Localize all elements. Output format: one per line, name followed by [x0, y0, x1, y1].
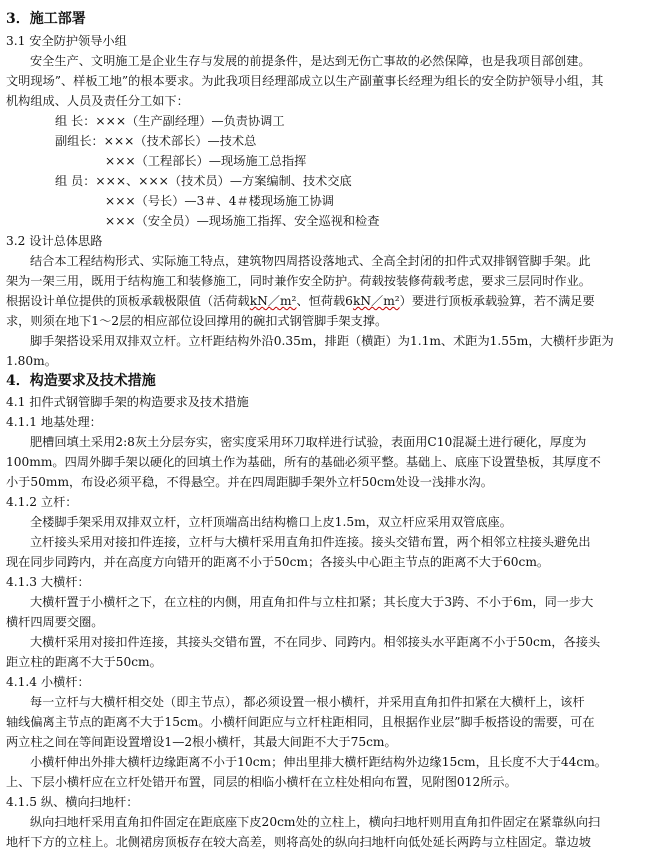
member-line: ×××（工程部长）—现场施工总指挥 — [105, 154, 307, 168]
unit-text: kN／m² — [249, 294, 297, 308]
text-segment: 、恒荷载6 — [296, 294, 353, 308]
text-segment: 根据设计单位提供的顶板承载极限值（活荷载 — [6, 294, 250, 308]
subsection-heading: 3.2 设计总体思路 — [6, 234, 103, 248]
paragraph-line: 纵向扫地杆采用直角扣件固定在距底座下皮20cm处的立柱上，横向扫地杆则用直角扣件固定在紧靠纵向扫 — [30, 815, 601, 829]
subsection-heading: 4.1 扣件式钢管脚手架的构造要求及技术措施 — [6, 395, 249, 409]
subsection-heading: 4.1.5 纵、横向扫地杆： — [6, 795, 139, 809]
paragraph-line: 小横杆伸出外排大横杆边缘距离不小于10cm；伸出里排大横杆距结构外边缘15cm，且长度不大于44cm。 — [30, 755, 607, 769]
member-line: ×××（安全员）—现场施工指挥、安全巡视和检查 — [105, 214, 380, 228]
paragraph-line: 肥槽回填土采用2:8灰土分层夯实，密实度采用环刀取样进行试验，表面用C10混凝土进行硬化，厚度为 — [30, 435, 587, 449]
member-line: ×××（号长）—3＃、4＃楼现场施工协调 — [105, 194, 334, 208]
section-heading-3: 3．施工部署 — [6, 11, 86, 27]
paragraph-line: 立杆接头采用对接扣件连接，立杆与大横杆采用直角扣件连接。接头交错布置，两个相邻立柱接头避免出 — [30, 535, 591, 549]
paragraph-line: 机构组成、人员及责任分工如下： — [6, 94, 189, 108]
paragraph-line: 架为一架三用，既用于结构施工和装修施工，同时兼作安全防护。荷载按装修荷载考虑，要求三层同时作业。 — [6, 274, 591, 288]
paragraph-line: 1.80m。 — [6, 354, 57, 368]
member-line: 组 员：×××、×××（技术员）—方案编制、技术交底 — [55, 174, 352, 188]
paragraph-line: 横杆四周要交圈。 — [6, 615, 104, 629]
paragraph-line: 两立柱之间在等间距设置增设1—2根小横杆，其最大间距不大于75cm。 — [6, 735, 397, 749]
subsection-heading: 4.1.2 立杆： — [6, 495, 78, 509]
paragraph-line: 求，则须在地下1～2层的相应部位设回撑用的碗扣式钢管脚手架支撑。 — [6, 314, 388, 328]
subsection-heading: 3.1 安全防护领导小组 — [6, 34, 127, 48]
paragraph-line: 100mm。四周外脚手架以硬化的回填土作为基础，所有的基础必须平整。基础上、底座下设置垫板，其厚度不 — [6, 455, 601, 469]
text-segment: ）要进行顶板承载验算，若不满足要 — [399, 294, 595, 308]
paragraph-line: 地杆下方的立柱上。北侧裙房顶板存在较大高差，则将高处的纵向扫地杆向低处延长两跨与立柱固定。靠边坡 — [6, 835, 591, 849]
paragraph-line: 小于50mm，布设必须平稳，不得悬空。并在四周距脚手架外立杆50cm处设一浅排水沟。 — [6, 475, 493, 489]
paragraph-line: 大横杆置于小横杆之下，在立柱的内侧，用直角扣件与立柱扣紧；其长度大于3跨、不小于6m，同一步大 — [30, 595, 594, 609]
paragraph-line: 文明现场”、样板工地”的根本要求。为此我项目经理部成立以生产副董事长经理为组长的安全防护领导小组，其 — [6, 74, 604, 88]
member-line: 组 长：×××（生产副经理）—负责协调工 — [55, 114, 285, 128]
paragraph-line: 脚手架搭设采用双排双立杆。立杆距结构外沿0.35m，排距（横距）为1.1m、术距为1.55m，大横杆步距为 — [30, 334, 614, 348]
paragraph-line: 全楼脚手架采用双排双立杆，立杆顶端高出结构檐口上皮1.5m，双立杆应采用双管底座。 — [30, 515, 512, 529]
paragraph-line: 大横杆采用对接扣件连接，其接头交错布置，不在同步、同跨内。相邻接头水平距离不小于50cm，各接头 — [30, 635, 601, 649]
paragraph-line: 每一立杆与大横杆相交处（即主节点），都必须设置一根小横杆，并采用直角扣件扣紧在大横杆上，该杆 — [30, 695, 585, 709]
paragraph-line-with-units — [6, 291, 648, 311]
subsection-heading: 4.1.4 小横杆： — [6, 675, 90, 689]
paragraph-line: 上、下层小横杆应在立杆处错开布置，同层的相临小横杆在立柱处相向布置，见附图012所示。 — [6, 775, 517, 789]
subsection-heading: 4.1.3 大横杆： — [6, 575, 90, 589]
member-line: 副组长：×××（技术部长）—技术总 — [55, 134, 257, 148]
paragraph-line: 距立柱的距离不大于50cm。 — [6, 655, 162, 669]
unit-text: kN／m² — [352, 294, 400, 308]
paragraph-line: 安全生产、文明施工是企业生存与发展的前提条件，是达到无伤亡事故的必然保障，也是我项目部创建。 — [30, 54, 591, 68]
paragraph-line: 现在同步同跨内，并在高度方向错开的距离不小于50cm；各接头中心距主节点的距离不大于60cm。 — [6, 555, 550, 569]
subsection-heading: 4.1.1 地基处理： — [6, 415, 102, 429]
paragraph-line: 轴线偏离主节点的距离不大于15cm。小横杆间距应与立杆柱距相同，且根据作业层”脚手板搭设的需要，可在 — [6, 715, 595, 729]
paragraph-line: 结合本工程结构形式、实际施工特点，建筑物四周搭设落地式、全高全封闭的扣件式双排钢管脚手架。此 — [30, 254, 591, 268]
section-heading-4: 4．构造要求及技术措施 — [6, 373, 156, 389]
